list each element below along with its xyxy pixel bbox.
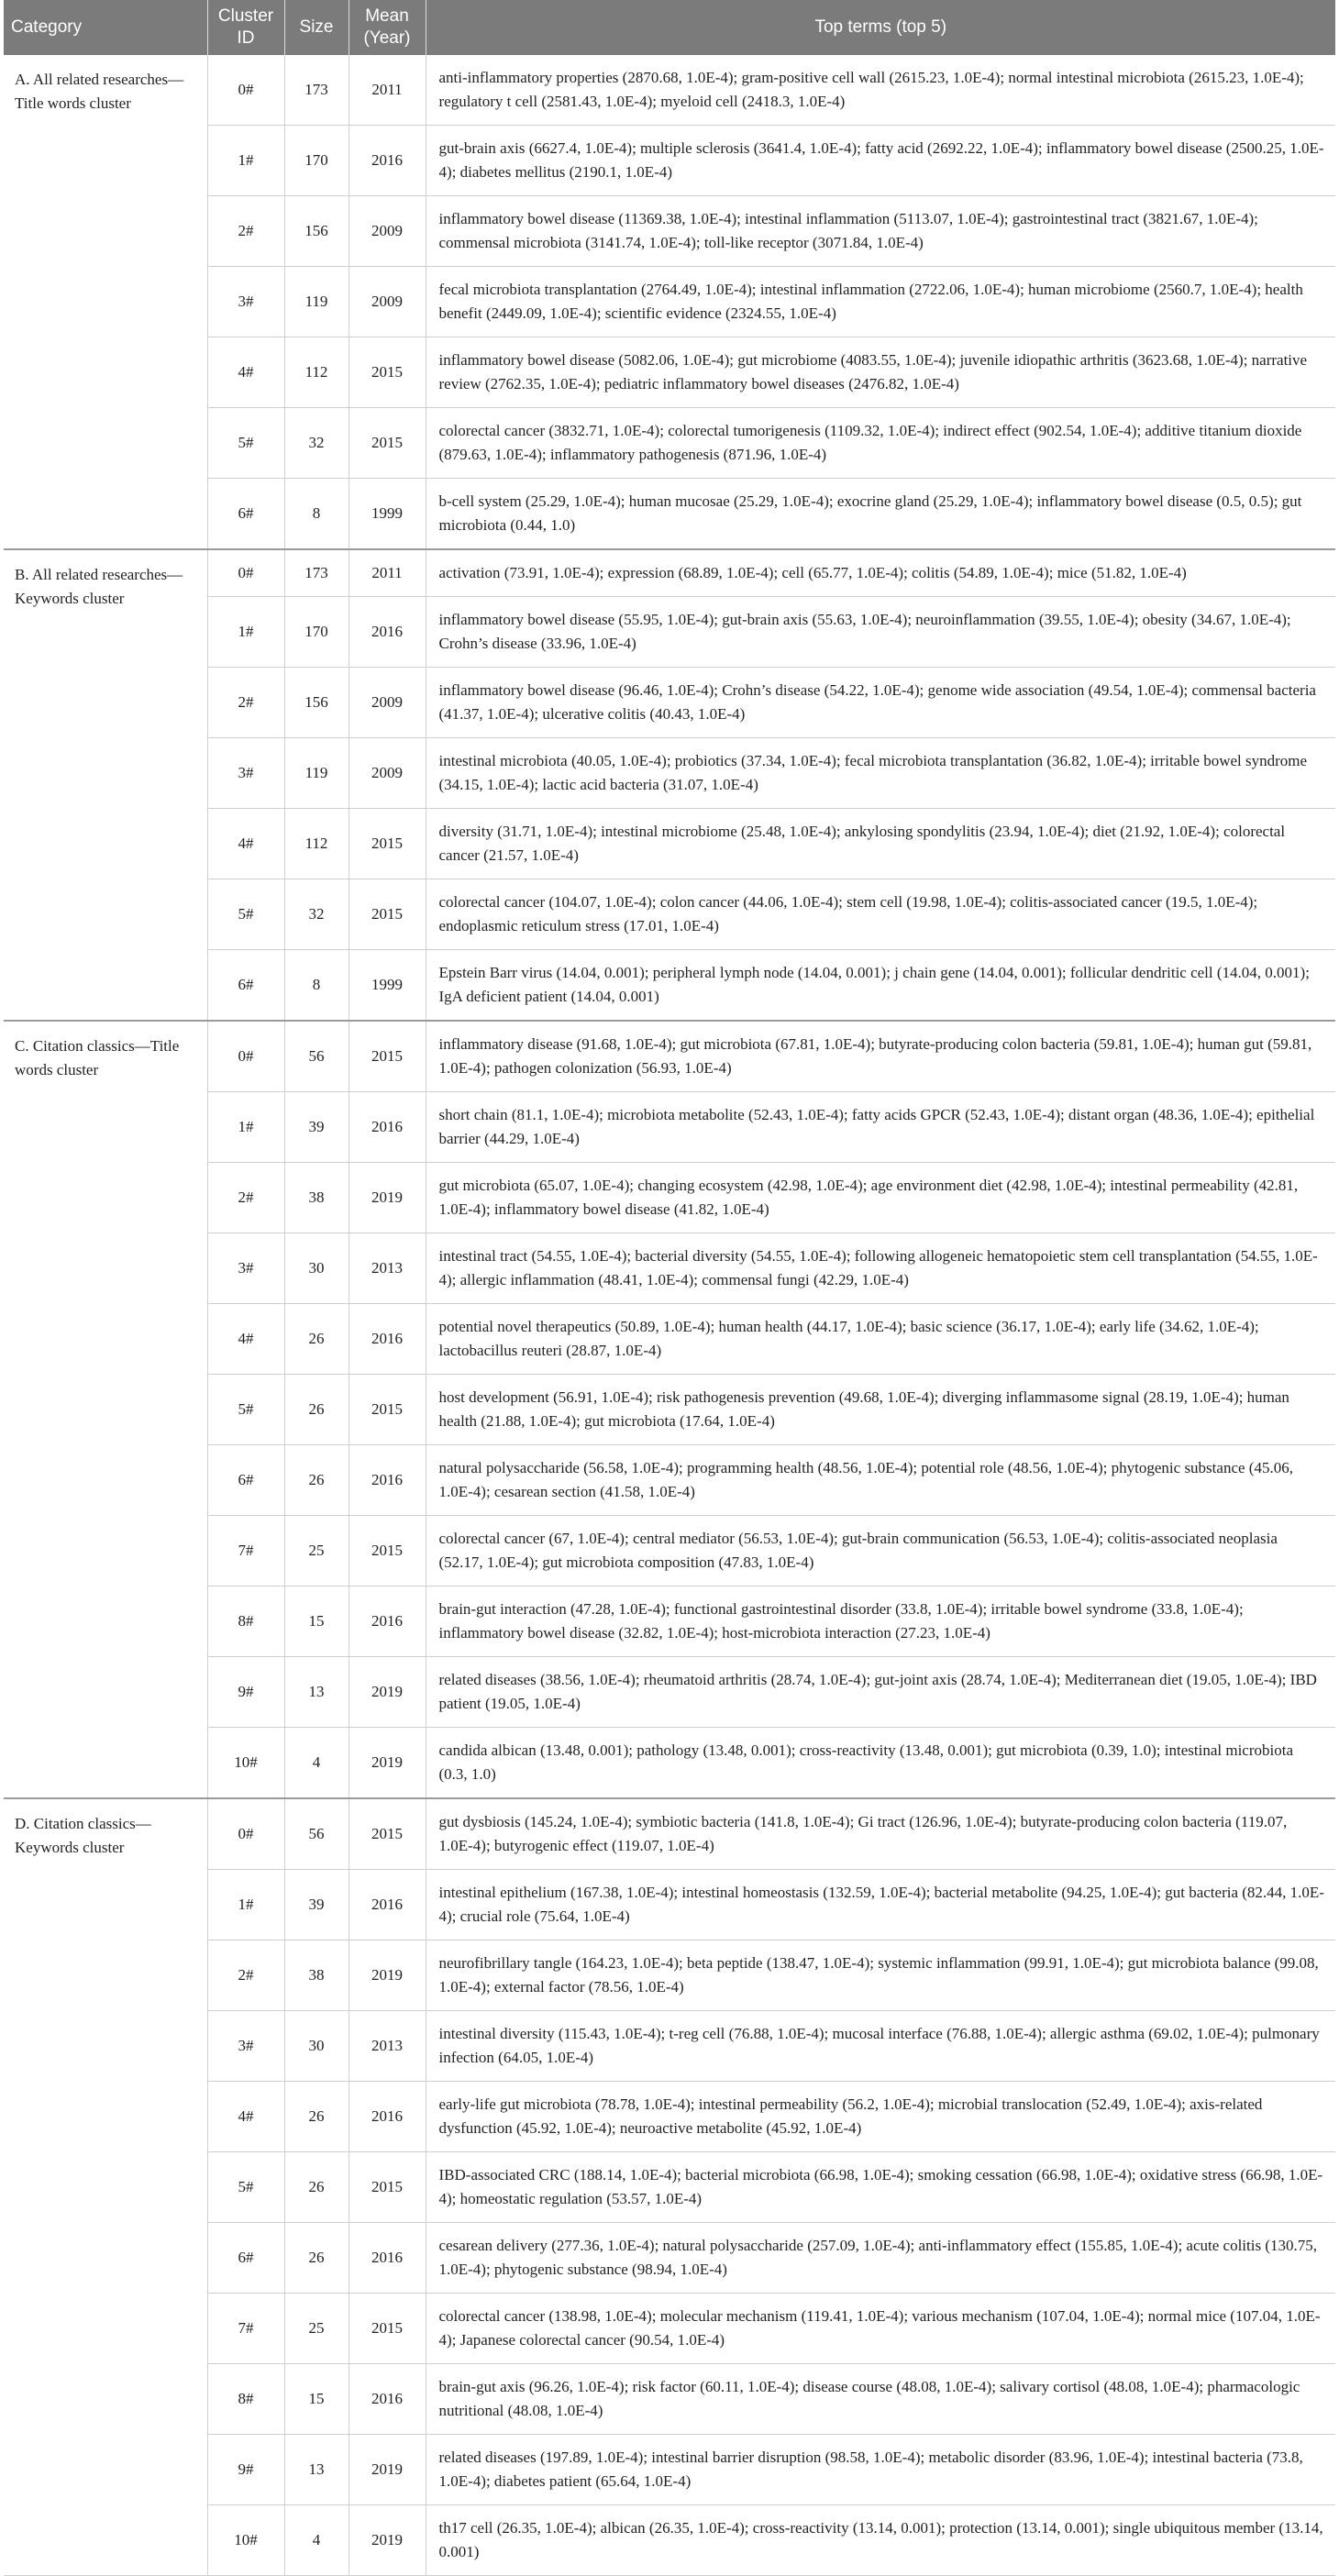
table-row — [4, 1798, 1335, 1870]
mean-year-cell: 2019 — [349, 2435, 426, 2505]
cluster-id-cell: 9# — [207, 1657, 284, 1728]
size-cell: 13 — [284, 1657, 349, 1728]
cluster-id-cell: 2# — [207, 668, 284, 738]
cluster-id-cell: 3# — [207, 2011, 284, 2082]
top-terms-cell: colorectal cancer (67, 1.0E-4); central mediator (56.53, 1.0E-4); gut-brain communication (56.53, 1.0E-4); colitis-associated neoplasia (52.17, 1.0E-4); gut microbiota composition (47.83, 1.0E-4) — [426, 1516, 1335, 1587]
mean-year-cell: 2013 — [349, 2011, 426, 2082]
top-terms-cell: anti-inflammatory properties (2870.68, 1.0E-4); gram-positive cell wall (2615.23, 1.0E-4); normal intestinal microbiota (2615.23, 1.0E-4); regulatory t cell (2581.43, 1.0E-4); myeloid cell (2418.3, 1.0E-4) — [426, 55, 1335, 126]
top-terms-cell: colorectal cancer (138.98, 1.0E-4); molecular mechanism (119.41, 1.0E-4); various mechanism (107.04, 1.0E-4); normal mice (107.04, 1.0E-4); Japanese colorectal cancer (90.54, 1.0E-4) — [426, 2294, 1335, 2364]
cluster-id-cell: 6# — [207, 479, 284, 550]
cluster-id-cell: 5# — [207, 879, 284, 950]
mean-year-cell: 2015 — [349, 1798, 426, 1870]
mean-year-cell: 1999 — [349, 950, 426, 1022]
mean-year-cell: 2011 — [349, 55, 426, 126]
top-terms-cell: colorectal cancer (3832.71, 1.0E-4); colorectal tumorigenesis (1109.32, 1.0E-4); indirect effect (902.54, 1.0E-4); additive titanium dioxide (879.63, 1.0E-4); inflammatory pathogenesis (871.96, 1.0E-4) — [426, 408, 1335, 479]
cluster-id-cell: 0# — [207, 549, 284, 597]
cluster-id-cell: 0# — [207, 55, 284, 126]
table-row — [4, 1021, 1335, 1092]
cluster-id-cell: 3# — [207, 1233, 284, 1304]
size-cell: 156 — [284, 668, 349, 738]
size-cell: 38 — [284, 1163, 349, 1233]
size-cell: 26 — [284, 2152, 349, 2223]
size-cell: 8 — [284, 950, 349, 1022]
category-cell: C. Citation classics—Title words cluster — [4, 1021, 207, 1798]
top-terms-cell: related diseases (38.56, 1.0E-4); rheumatoid arthritis (28.74, 1.0E-4); gut-joint axis (28.74, 1.0E-4); Mediterranean diet (19.05, 1.0E-4); IBD patient (19.05, 1.0E-4) — [426, 1657, 1335, 1728]
mean-year-cell: 2016 — [349, 1445, 426, 1516]
mean-year-cell: 2015 — [349, 809, 426, 879]
mean-year-cell: 2016 — [349, 1092, 426, 1163]
top-terms-cell: IBD-associated CRC (188.14, 1.0E-4); bacterial microbiota (66.98, 1.0E-4); smoking cessation (66.98, 1.0E-4); oxidative stress (66.98, 1.0E-4); homeostatic regulation (53.57, 1.0E-4) — [426, 2152, 1335, 2223]
mean-year-cell: 2015 — [349, 337, 426, 408]
cluster-id-cell: 7# — [207, 1516, 284, 1587]
header-category: Category — [4, 0, 207, 55]
cluster-id-cell: 9# — [207, 2435, 284, 2505]
mean-year-cell: 2016 — [349, 2364, 426, 2435]
size-cell: 8 — [284, 479, 349, 550]
cluster-id-cell: 6# — [207, 2223, 284, 2294]
top-terms-cell: gut-brain axis (6627.4, 1.0E-4); multiple sclerosis (3641.4, 1.0E-4); fatty acid (2692.22, 1.0E-4); inflammatory bowel disease (2500.25, 1.0E-4); diabetes mellitus (2190.1, 1.0E-4) — [426, 126, 1335, 196]
size-cell: 56 — [284, 1798, 349, 1870]
mean-year-cell: 2015 — [349, 2294, 426, 2364]
top-terms-cell: intestinal epithelium (167.38, 1.0E-4); intestinal homeostasis (132.59, 1.0E-4); bacterial metabolite (94.25, 1.0E-4); gut bacteria (82.44, 1.0E-4); crucial role (75.64, 1.0E-4) — [426, 1870, 1335, 1940]
top-terms-cell: intestinal diversity (115.43, 1.0E-4); t-reg cell (76.88, 1.0E-4); mucosal interface (76.88, 1.0E-4); allergic asthma (69.02, 1.0E-4); pulmonary infection (64.05, 1.0E-4) — [426, 2011, 1335, 2082]
size-cell: 26 — [284, 1304, 349, 1375]
size-cell: 32 — [284, 879, 349, 950]
mean-year-cell: 2019 — [349, 2505, 426, 2576]
mean-year-cell: 2016 — [349, 1304, 426, 1375]
size-cell: 112 — [284, 337, 349, 408]
cluster-id-cell: 4# — [207, 809, 284, 879]
top-terms-cell: related diseases (197.89, 1.0E-4); intestinal barrier disruption (98.58, 1.0E-4); metabolic disorder (83.96, 1.0E-4); intestinal bacteria (73.8, 1.0E-4); diabetes patient (65.64, 1.0E-4) — [426, 2435, 1335, 2505]
size-cell: 25 — [284, 1516, 349, 1587]
cluster-id-cell: 3# — [207, 738, 284, 809]
size-cell: 119 — [284, 267, 349, 337]
top-terms-cell: inflammatory bowel disease (11369.38, 1.0E-4); intestinal inflammation (5113.07, 1.0E-4); gastrointestinal tract (3821.67, 1.0E-4); commensal microbiota (3141.74, 1.0E-4); toll-like receptor (3071.84, 1.0E-4) — [426, 196, 1335, 267]
size-cell: 26 — [284, 1445, 349, 1516]
mean-year-cell: 2016 — [349, 597, 426, 668]
size-cell: 4 — [284, 2505, 349, 2576]
mean-year-cell: 2016 — [349, 2223, 426, 2294]
top-terms-cell: diversity (31.71, 1.0E-4); intestinal microbiome (25.48, 1.0E-4); ankylosing spondylitis (23.94, 1.0E-4); diet (21.92, 1.0E-4); colorectal cancer (21.57, 1.0E-4) — [426, 809, 1335, 879]
top-terms-cell: potential novel therapeutics (50.89, 1.0E-4); human health (44.17, 1.0E-4); basic science (36.17, 1.0E-4); early life (34.62, 1.0E-4); lactobacillus reuteri (28.87, 1.0E-4) — [426, 1304, 1335, 1375]
mean-year-cell: 2016 — [349, 1870, 426, 1940]
mean-year-cell: 2016 — [349, 126, 426, 196]
top-terms-cell: inflammatory bowel disease (96.46, 1.0E-4); Crohn’s disease (54.22, 1.0E-4); genome wide association (49.54, 1.0E-4); commensal bacteria (41.37, 1.0E-4); ulcerative colitis (40.43, 1.0E-4) — [426, 668, 1335, 738]
top-terms-cell: b-cell system (25.29, 1.0E-4); human mucosae (25.29, 1.0E-4); exocrine gland (25.29, 1.0E-4); inflammatory bowel disease (0.5, 0.5); gut microbiota (0.44, 1.0) — [426, 479, 1335, 550]
cluster-id-cell: 1# — [207, 126, 284, 196]
cluster-id-cell: 0# — [207, 1021, 284, 1092]
table-row — [4, 55, 1335, 126]
size-cell: 38 — [284, 1940, 349, 2011]
size-cell: 26 — [284, 1375, 349, 1445]
mean-year-cell: 2009 — [349, 668, 426, 738]
cluster-id-cell: 3# — [207, 267, 284, 337]
mean-year-cell: 2009 — [349, 738, 426, 809]
mean-year-cell: 2019 — [349, 1657, 426, 1728]
table-row — [4, 549, 1335, 597]
size-cell: 56 — [284, 1021, 349, 1092]
size-cell: 15 — [284, 1587, 349, 1657]
cluster-id-cell: 8# — [207, 1587, 284, 1657]
size-cell: 26 — [284, 2082, 349, 2152]
top-terms-cell: inflammatory bowel disease (55.95, 1.0E-4); gut-brain axis (55.63, 1.0E-4); neuroinflammation (39.55, 1.0E-4); obesity (34.67, 1.0E-4); Crohn’s disease (33.96, 1.0E-4) — [426, 597, 1335, 668]
mean-year-cell: 2016 — [349, 2082, 426, 2152]
size-cell: 4 — [284, 1728, 349, 1799]
size-cell: 32 — [284, 408, 349, 479]
mean-year-cell: 2009 — [349, 267, 426, 337]
mean-year-cell: 2015 — [349, 1516, 426, 1587]
top-terms-cell: gut microbiota (65.07, 1.0E-4); changing ecosystem (42.98, 1.0E-4); age environment diet (42.98, 1.0E-4); intestinal permeability (42.81, 1.0E-4); inflammatory bowel disease (41.82, 1.0E-4) — [426, 1163, 1335, 1233]
size-cell: 170 — [284, 126, 349, 196]
size-cell: 112 — [284, 809, 349, 879]
top-terms-cell: colorectal cancer (104.07, 1.0E-4); colon cancer (44.06, 1.0E-4); stem cell (19.98, 1.0E-4); colitis-associated cancer (19.5, 1.0E-4); endoplasmic reticulum stress (17.01, 1.0E-4) — [426, 879, 1335, 950]
cluster-id-cell: 2# — [207, 1163, 284, 1233]
size-cell: 30 — [284, 1233, 349, 1304]
size-cell: 170 — [284, 597, 349, 668]
top-terms-cell: th17 cell (26.35, 1.0E-4); albican (26.35, 1.0E-4); cross-reactivity (13.14, 0.001); protection (13.14, 0.001); single ubiquitous member (13.14, 0.001) — [426, 2505, 1335, 2576]
cluster-id-cell: 2# — [207, 1940, 284, 2011]
mean-year-cell: 2011 — [349, 549, 426, 597]
header-cluster-id: Cluster ID — [207, 0, 284, 55]
mean-year-cell: 2015 — [349, 1375, 426, 1445]
mean-year-cell: 2015 — [349, 1021, 426, 1092]
size-cell: 119 — [284, 738, 349, 809]
cluster-id-cell: 10# — [207, 2505, 284, 2576]
top-terms-cell: inflammatory disease (91.68, 1.0E-4); gut microbiota (67.81, 1.0E-4); butyrate-producing colon bacteria (59.81, 1.0E-4); human gut (59.81, 1.0E-4); pathogen colonization (56.93, 1.0E-4) — [426, 1021, 1335, 1092]
cluster-id-cell: 1# — [207, 1092, 284, 1163]
size-cell: 26 — [284, 2223, 349, 2294]
cluster-id-cell: 10# — [207, 1728, 284, 1799]
cluster-id-cell: 6# — [207, 950, 284, 1022]
top-terms-cell: inflammatory bowel disease (5082.06, 1.0E-4); gut microbiome (4083.55, 1.0E-4); juvenile idiopathic arthritis (3623.68, 1.0E-4); narrative review (2762.35, 1.0E-4); pediatric inflammatory bowel diseases (2476.82, 1.0E-4) — [426, 337, 1335, 408]
size-cell: 15 — [284, 2364, 349, 2435]
category-cell: D. Citation classics—Keywords cluster — [4, 1798, 207, 2576]
mean-year-cell: 2016 — [349, 1587, 426, 1657]
cluster-table — [4, 0, 1335, 2576]
top-terms-cell: Epstein Barr virus (14.04, 0.001); peripheral lymph node (14.04, 0.001); j chain gene (14.04, 0.001); follicular dendritic cell (14.04, 0.001); IgA deficient patient (14.04, 0.001) — [426, 950, 1335, 1022]
mean-year-cell: 2019 — [349, 1940, 426, 2011]
top-terms-cell: brain-gut axis (96.26, 1.0E-4); risk factor (60.11, 1.0E-4); disease course (48.08, 1.0E-4); salivary cortisol (48.08, 1.0E-4); pharmacologic nutritional (48.08, 1.0E-4) — [426, 2364, 1335, 2435]
table-header — [4, 0, 1335, 55]
top-terms-cell: intestinal microbiota (40.05, 1.0E-4); probiotics (37.34, 1.0E-4); fecal microbiota transplantation (36.82, 1.0E-4); irritable bowel syndrome (34.15, 1.0E-4); lactic acid bacteria (31.07, 1.0E-4) — [426, 738, 1335, 809]
size-cell: 39 — [284, 1092, 349, 1163]
top-terms-cell: activation (73.91, 1.0E-4); expression (68.89, 1.0E-4); cell (65.77, 1.0E-4); colitis (54.89, 1.0E-4); mice (51.82, 1.0E-4) — [426, 549, 1335, 597]
cluster-id-cell: 4# — [207, 1304, 284, 1375]
top-terms-cell: early-life gut microbiota (78.78, 1.0E-4); intestinal permeability (56.2, 1.0E-4); microbial translocation (52.49, 1.0E-4); axis-related dysfunction (45.92, 1.0E-4); neuroactive metabolite (45.92, 1.0E-4) — [426, 2082, 1335, 2152]
cluster-id-cell: 1# — [207, 1870, 284, 1940]
top-terms-cell: neurofibrillary tangle (164.23, 1.0E-4); beta peptide (138.47, 1.0E-4); systemic inflammation (99.91, 1.0E-4); gut microbiota balance (99.08, 1.0E-4); external factor (78.56, 1.0E-4) — [426, 1940, 1335, 2011]
top-terms-cell: cesarean delivery (277.36, 1.0E-4); natural polysaccharide (257.09, 1.0E-4); anti-inflammatory effect (155.85, 1.0E-4); acute colitis (130.75, 1.0E-4); phytogenic substance (98.94, 1.0E-4) — [426, 2223, 1335, 2294]
category-cell: B. All related researches—Keywords cluster — [4, 549, 207, 1021]
size-cell: 25 — [284, 2294, 349, 2364]
top-terms-cell: gut dysbiosis (145.24, 1.0E-4); symbiotic bacteria (141.8, 1.0E-4); Gi tract (126.96, 1.0E-4); butyrate-producing colon bacteria (119.07, 1.0E-4); butyrogenic effect (119.07, 1.0E-4) — [426, 1798, 1335, 1870]
table-body — [4, 55, 1335, 2576]
header-top-terms: Top terms (top 5) — [426, 0, 1335, 55]
mean-year-cell: 2019 — [349, 1728, 426, 1799]
size-cell: 173 — [284, 55, 349, 126]
size-cell: 156 — [284, 196, 349, 267]
mean-year-cell: 1999 — [349, 479, 426, 550]
cluster-id-cell: 1# — [207, 597, 284, 668]
cluster-id-cell: 4# — [207, 337, 284, 408]
size-cell: 39 — [284, 1870, 349, 1940]
size-cell: 13 — [284, 2435, 349, 2505]
top-terms-cell: intestinal tract (54.55, 1.0E-4); bacterial diversity (54.55, 1.0E-4); following allogeneic hematopoietic stem cell transplantation (54.55, 1.0E-4); allergic inflammation (48.41, 1.0E-4); commensal fungi (42.29, 1.0E-4) — [426, 1233, 1335, 1304]
mean-year-cell: 2013 — [349, 1233, 426, 1304]
top-terms-cell: fecal microbiota transplantation (2764.49, 1.0E-4); intestinal inflammation (2722.06, 1.0E-4); human microbiome (2560.7, 1.0E-4); health benefit (2449.09, 1.0E-4); scientific evidence (2324.55, 1.0E-4) — [426, 267, 1335, 337]
cluster-id-cell: 7# — [207, 2294, 284, 2364]
mean-year-cell: 2019 — [349, 1163, 426, 1233]
header-size: Size — [284, 0, 349, 55]
mean-year-cell: 2009 — [349, 196, 426, 267]
top-terms-cell: host development (56.91, 1.0E-4); risk pathogenesis prevention (49.68, 1.0E-4); diverging inflammasome signal (28.19, 1.0E-4); human health (21.88, 1.0E-4); gut microbiota (17.64, 1.0E-4) — [426, 1375, 1335, 1445]
cluster-id-cell: 5# — [207, 1375, 284, 1445]
top-terms-cell: brain-gut interaction (47.28, 1.0E-4); functional gastrointestinal disorder (33.8, 1.0E-4); irritable bowel syndrome (33.8, 1.0E-4); inflammatory bowel disease (32.82, 1.0E-4); host-microbiota interaction (27.23, 1.0E-4) — [426, 1587, 1335, 1657]
cluster-id-cell: 6# — [207, 1445, 284, 1516]
mean-year-cell: 2015 — [349, 2152, 426, 2223]
top-terms-cell: natural polysaccharide (56.58, 1.0E-4); programming health (48.56, 1.0E-4); potential role (48.56, 1.0E-4); phytogenic substance (45.06, 1.0E-4); cesarean section (41.58, 1.0E-4) — [426, 1445, 1335, 1516]
top-terms-cell: short chain (81.1, 1.0E-4); microbiota metabolite (52.43, 1.0E-4); fatty acids GPCR (52.43, 1.0E-4); distant organ (48.36, 1.0E-4); epithelial barrier (44.29, 1.0E-4) — [426, 1092, 1335, 1163]
category-cell: A. All related researches—Title words cluster — [4, 55, 207, 549]
cluster-id-cell: 4# — [207, 2082, 284, 2152]
mean-year-cell: 2015 — [349, 879, 426, 950]
size-cell: 30 — [284, 2011, 349, 2082]
size-cell: 173 — [284, 549, 349, 597]
top-terms-cell: candida albican (13.48, 0.001); pathology (13.48, 0.001); cross-reactivity (13.48, 0.001); gut microbiota (0.39, 1.0); intestinal microbiota (0.3, 1.0) — [426, 1728, 1335, 1799]
mean-year-cell: 2015 — [349, 408, 426, 479]
cluster-id-cell: 2# — [207, 196, 284, 267]
header-mean-year: Mean (Year) — [349, 0, 426, 55]
cluster-id-cell: 5# — [207, 408, 284, 479]
header-row — [4, 0, 1335, 55]
cluster-id-cell: 0# — [207, 1798, 284, 1870]
cluster-id-cell: 8# — [207, 2364, 284, 2435]
cluster-id-cell: 5# — [207, 2152, 284, 2223]
